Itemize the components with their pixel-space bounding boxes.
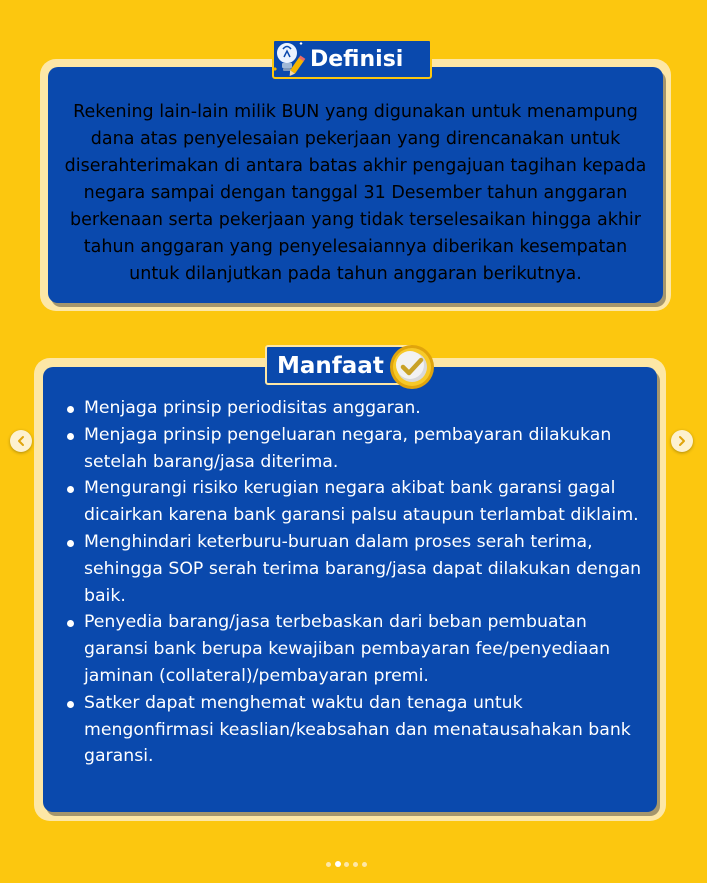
chevron-right-icon: [676, 435, 688, 447]
check-badge-icon: [388, 343, 436, 391]
list-item: Menjaga prinsip pengeluaran negara, pembayaran dilakukan setelah barang/jasa diterima.: [63, 422, 653, 476]
previous-slide-button[interactable]: [10, 430, 32, 452]
next-slide-button[interactable]: [671, 430, 693, 452]
pagination-dot[interactable]: [362, 862, 367, 867]
definisi-text: Rekening lain-lain milik BUN yang digunakan untuk menampung dana atas penyelesaian pekerjaan yang direncanakan untuk diserahterimakan di antara batas akhir pengajuan tagihan kepada negara sampai dengan tanggal 31 Desember tahun anggaran berkenaan serta pekerjaan yang tidak terselesaikan hingga akhir tahun anggaran yang penyelesaiannya diberikan kesempatan untuk dilanjutkan pada tahun anggaran berikutnya.: [64, 102, 647, 284]
manfaat-title: Manfaat: [277, 353, 384, 379]
list-item: Satker dapat menghemat waktu dan tenaga untuk mengonfirmasi keaslian/keabsahan dan menatausahakan bank garansi.: [63, 690, 653, 770]
list-item: Menghindari keterburu-buruan dalam proses serah terima, sehingga SOP serah terima barang/jasa dapat dilakukan dengan baik.: [63, 529, 653, 609]
definisi-title: Definisi: [310, 47, 404, 72]
manfaat-list: [63, 395, 653, 770]
pagination-dot[interactable]: [344, 862, 349, 867]
lightbulb-pencil-icon: [270, 37, 310, 81]
chevron-left-icon: [15, 435, 27, 447]
list-item: Penyedia barang/jasa terbebaskan dari beban pembuatan garansi bank berupa kewajiban pembayaran fee/penyediaan jaminan (collateral)/pembayaran premi.: [63, 609, 653, 689]
list-item: Menjaga prinsip periodisitas anggaran.: [63, 395, 653, 422]
pagination-dot[interactable]: [326, 862, 331, 867]
pagination-dots: [326, 861, 378, 869]
pagination-dot[interactable]: [335, 861, 341, 867]
pagination-dot[interactable]: [353, 862, 358, 867]
definisi-title-tab: [272, 39, 432, 79]
list-item: Mengurangi risiko kerugian negara akibat bank garansi gagal dicairkan karena bank garansi palsu ataupun terlambat diklaim.: [63, 475, 653, 529]
